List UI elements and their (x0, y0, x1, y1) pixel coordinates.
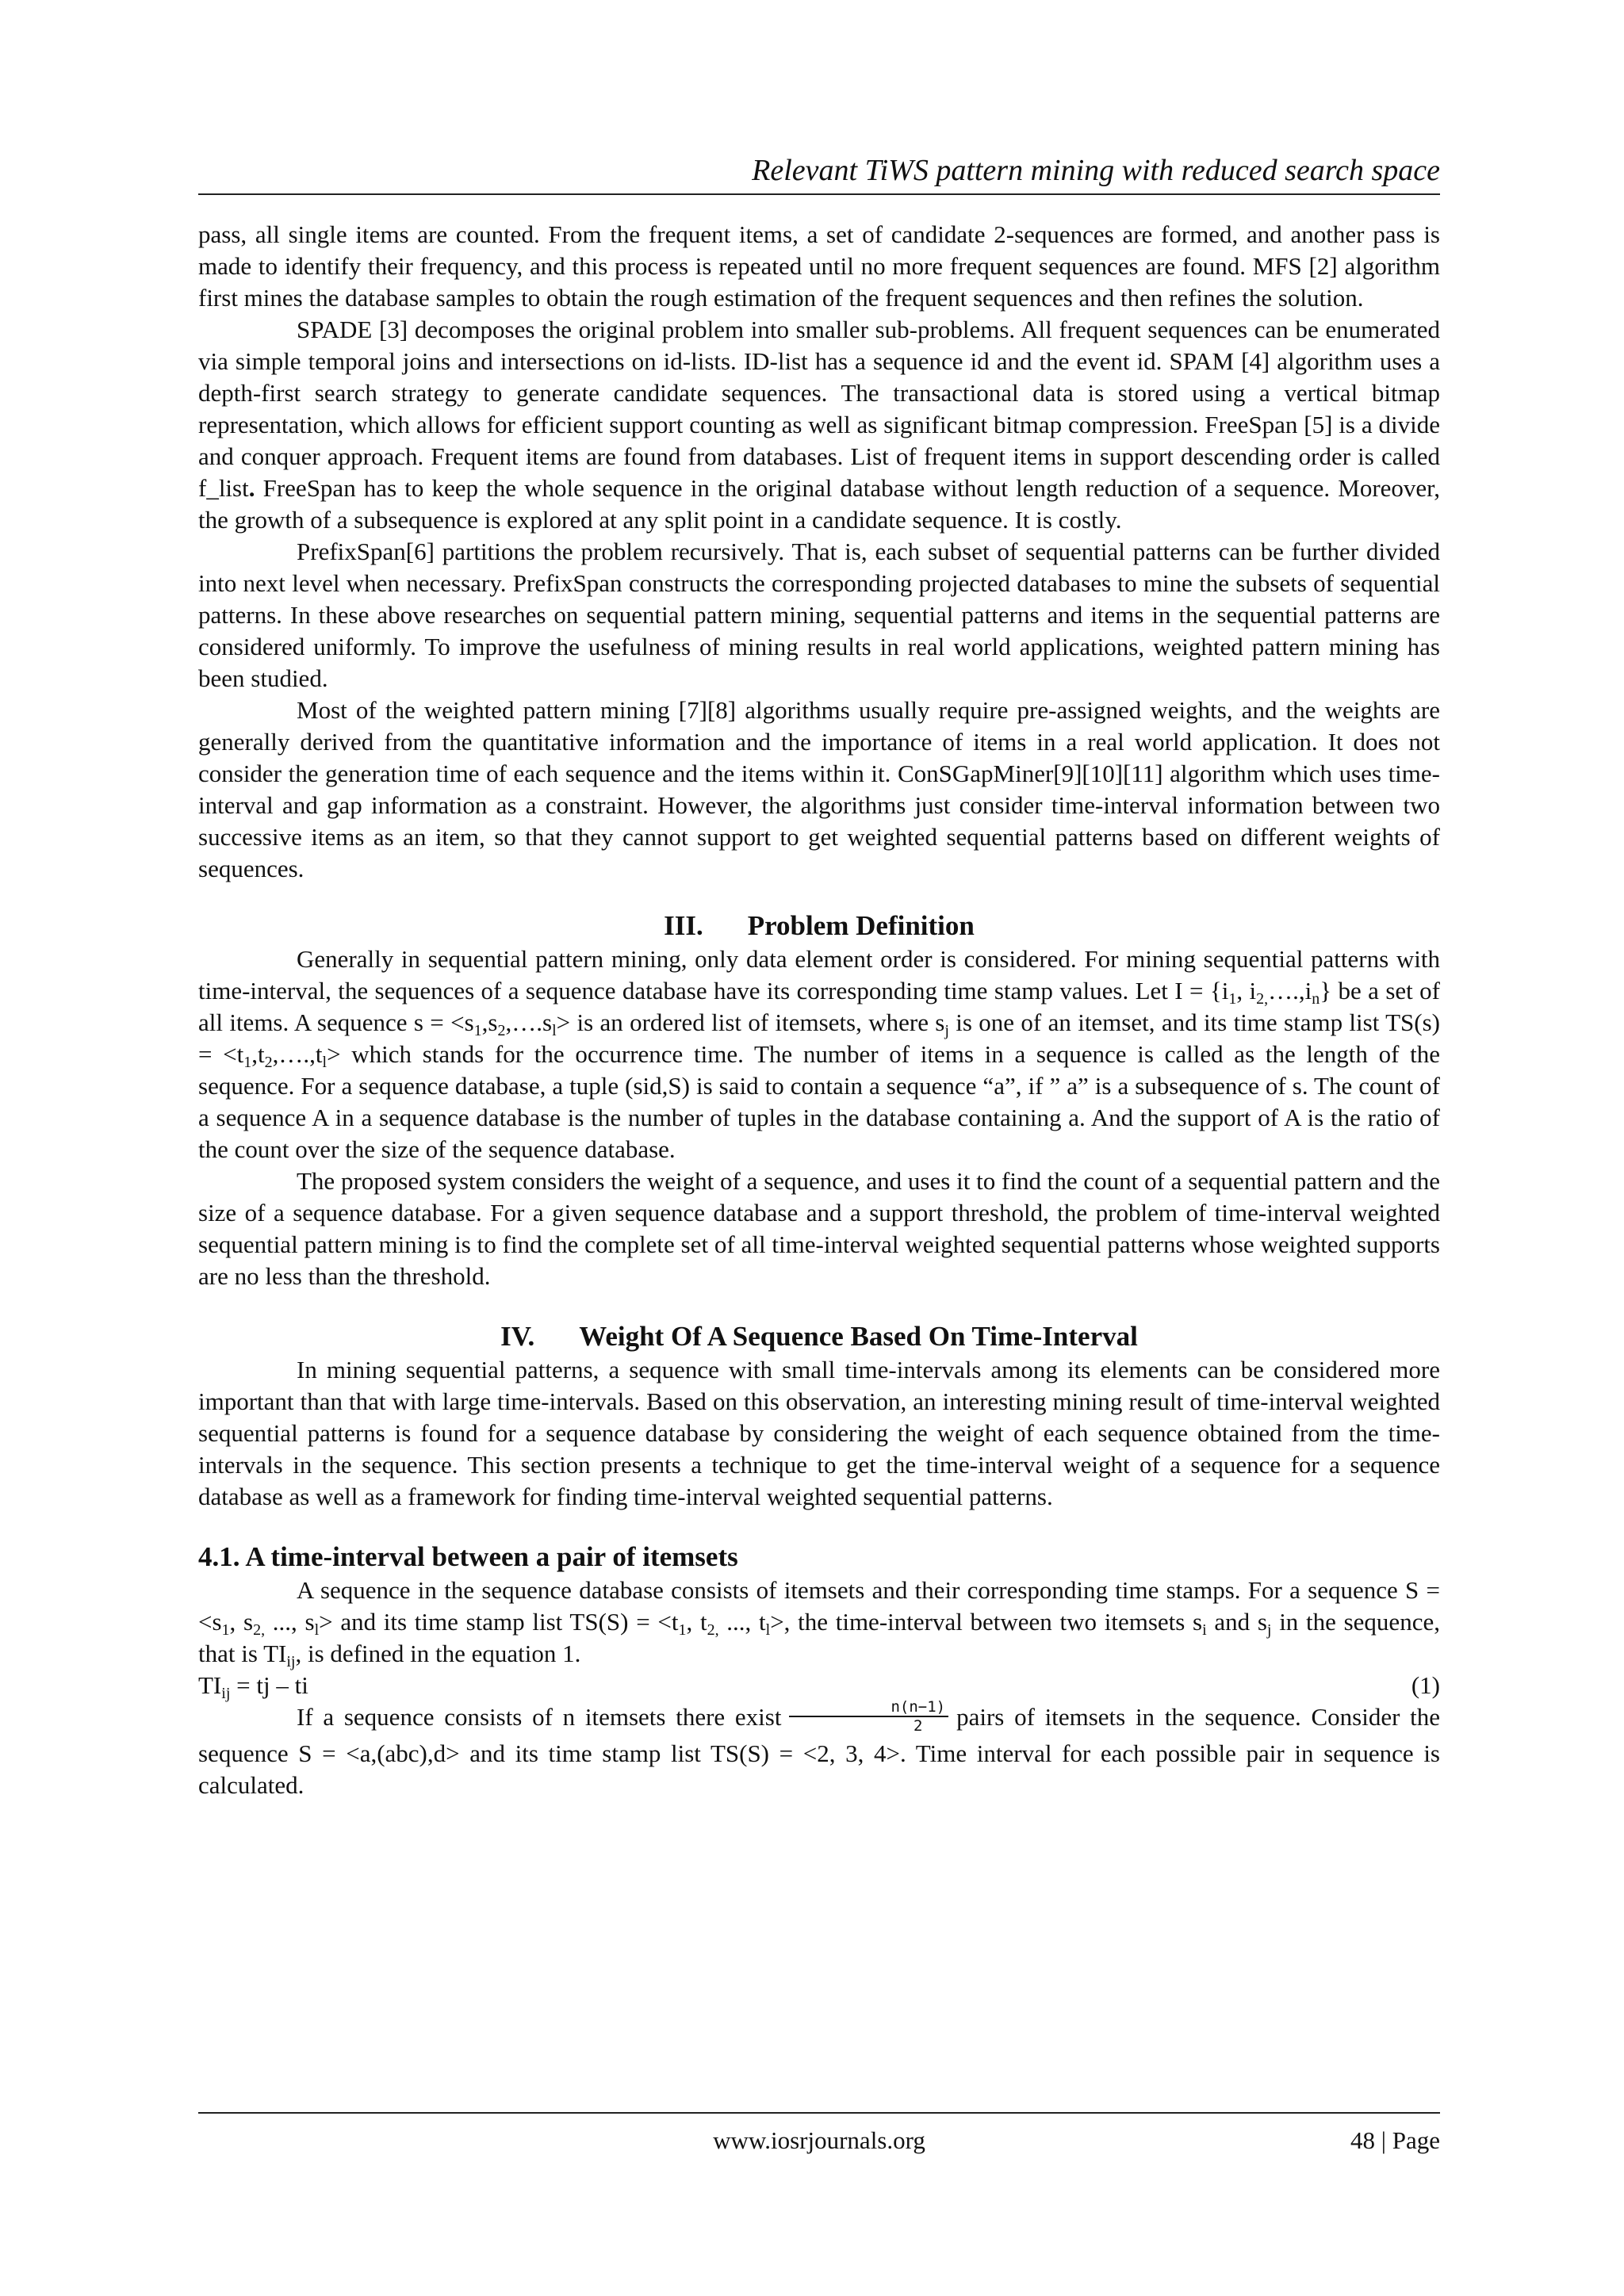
paragraph: Most of the weighted pattern mining [7][8] algorithms usually require pre-assigned weights, and the weights are generally derived from the quantitative information and the importance of items in a real world application. It does not consider the generation time of each sequence and the items within it. ConSGapMiner[9][10][11] algorithm which uses time-interval and gap information as a constraint. However, the algorithms just consider time-interval information between two successive items as an item, so that they cannot support to get weighted sequential patterns based on different weights of sequences. (198, 696, 1440, 882)
section-heading-4: IV. Weight Of A Sequence Based On Time-Interval (500, 1321, 1138, 1352)
pairs-fraction: $\frac{n(n-1)}{2}$ (789, 1698, 948, 1735)
paragraph: If a sequence consists of n itemsets there exist $\frac{n(n-1)}{2}$ pairs of itemsets in the sequence. Consider the sequence S = <a,(abc),d> and its time stamp list TS(S) = <2, 3, 4>. Time interval for each possible pair in sequence is calculated. (198, 1698, 1440, 1799)
header-rule (198, 193, 1440, 195)
paragraph: The proposed system considers the weight of a sequence, and uses it to find the count of a sequential pattern and the size of a sequence database. For a given sequence database and a support threshold, the problem of time-interval weighted sequential pattern mining is to find the complete set of all time-interval weighted sequential patterns whose weighted supports are no less than the threshold. (198, 1167, 1440, 1290)
running-title: Relevant TiWS pattern mining with reduced search space (752, 154, 1440, 187)
paragraph: Generally in sequential pattern mining, only data element order is considered. For mining sequential patterns with time-interval, the sequences of a sequence database have its corresponding time stamp values. Let $I = \{i_1$, $i_{2,}\dots.,i_n$} be a set of all items. A sequence $s = <s_1,s_2,\dots.s_l>$ is an ordered list of itemsets, where $s_j$ is one of an itemset, and its time stamp list $TS(s) = <t_1,t_2,\dots.,t_l>$ which stands for the occurrence time. The number of items in a sequence is called as the length of the sequence. For a sequence database, a tuple (sid,S) is said to contain a sequence “a”, if ” a” is a subsequence of s. The count of a sequence A in a sequence database is the number of tuples in the database containing a. And the support of A is the ratio of the count over the size of the sequence database. (198, 945, 1441, 1163)
equation-number: (1) (1411, 1671, 1440, 1699)
equation-1 (198, 1670, 1440, 1701)
paragraph: pass, all single items are counted. From the frequent items, a set of candidate 2-sequences are formed, and another pass is made to identify their frequency, and this process is repeated until no more frequent sequences are found. MFS [2] algorithm first mines the database samples to obtain the rough estimation of the frequent sequences and then refines the solution. (198, 220, 1440, 312)
section-heading-3: III. Problem Definition (664, 910, 975, 941)
paragraph: SPADE [3] decomposes the original problem into smaller sub-problems. All frequent sequences can be enumerated via simple temporal joins and intersections on id-lists. ID-list has a sequence id and the event id. SPAM [4] algorithm uses a depth-first search strategy to generate candidate sequences. The transactional data is stored using a vertical bitmap representation, which allows for efficient support counting as well as significant bitmap compression. FreeSpan [5] is a divide and conquer approach. Frequent items are found from databases. List of frequent items in support descending order is called f_list. FreeSpan has to keep the whole sequence in the original database without length reduction of a sequence. Moreover, the growth of a subsequence is explored at any split point in a candidate sequence. It is costly. (198, 316, 1440, 534)
page-content (198, 219, 1440, 1801)
page-number: 48 | Page (1350, 2126, 1440, 2154)
paragraph: PrefixSpan[6] partitions the problem recursively. That is, each subset of sequential patterns can be further divided into next level when necessary. PrefixSpan constructs the corresponding projected databases to mine the subsets of sequential patterns. In these above researches on sequential pattern mining, sequential patterns and items in the sequential patterns are considered uniformly. To improve the usefulness of mining results in real world applications, weighted pattern mining has been studied. (198, 538, 1440, 692)
paragraph: A sequence in the sequence database consists of itemsets and their corresponding time stamps. For a sequence $S = <s_1$, $s_{2,}$ ..., $s_l>$ and its time stamp list $TS(S) = <t_1$, $t_{2,}$ ..., $t_l>$, the time-interval between two itemsets $s_i$ and $s_j$ in the sequence, that is $TI_{ij}$, is defined in the equation 1. (198, 1576, 1440, 1670)
journal-site: www.iosrjournals.org (713, 2126, 925, 2154)
paragraph: In mining sequential patterns, a sequence with small time-intervals among its elements can be considered more important than that with large time-intervals. Based on this observation, an interesting mining result of time-interval weighted sequential patterns is found for a sequence database by considering the weight of each sequence obtained from the time-intervals in the sequence. This section presents a technique to get the time-interval weight of a sequence for a sequence database as well as a framework for finding time-interval weighted sequential patterns. (198, 1356, 1440, 1510)
equation-body: $TI_{ij}$ = tj – ti (198, 1671, 308, 1702)
subsection-heading-4-1: 4.1. A time-interval between a pair of itemsets (198, 1541, 738, 1572)
footer-rule (198, 2112, 1440, 2114)
